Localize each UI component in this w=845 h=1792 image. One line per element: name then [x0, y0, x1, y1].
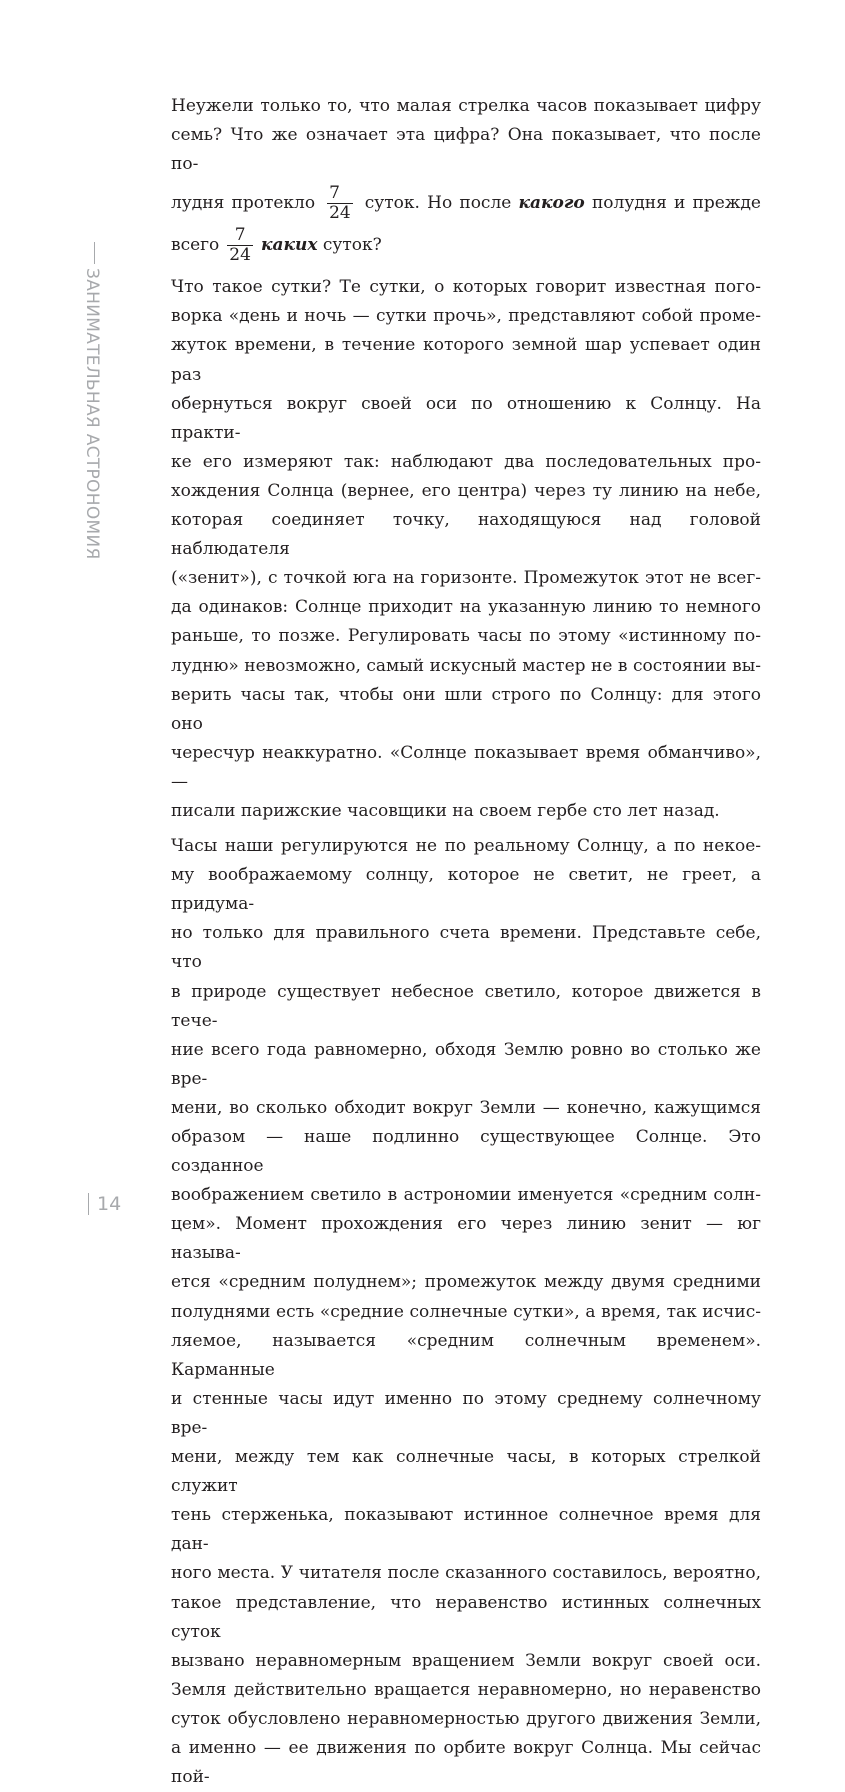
text-line: ляемое, называется «средним солнечным временем». Карманные [171, 1330, 761, 1380]
running-title [82, 228, 102, 566]
text-line: ние всего года равномерно, обходя Землю ровно во столько же вре- [171, 1039, 761, 1089]
page-number-divider [88, 1193, 89, 1215]
fraction-denominator: 24 [329, 203, 351, 224]
running-title-text: ЗАНИМАТЕЛЬНАЯ АСТРОНОМИЯ [82, 268, 102, 560]
fraction [327, 184, 353, 224]
paragraph-1 [171, 92, 761, 267]
emphasis: какого [518, 193, 585, 214]
text-line: ворка «день и ночь — сутки прочь», представляют собой проме- [171, 306, 761, 327]
text-line: да одинаков: Солнце приходит на указанную линию то немного [171, 597, 761, 618]
text-line: Что такое сутки? Те сутки, о которых говорит известная пого- [171, 277, 761, 298]
text-line: му воображаемому солнцу, которое не светит, не греет, а придума- [171, 865, 761, 915]
fraction-numerator: 7 [329, 182, 340, 203]
text-line: мени, во сколько обходит вокруг Земли — конечно, кажущимся [171, 1097, 761, 1118]
text-line: мени, между тем как солнечные часы, в которых стрелкой служит [171, 1447, 761, 1497]
fraction-denominator: 24 [229, 245, 251, 266]
page-number [88, 1193, 121, 1215]
text-line: верить часы так, чтобы они шли строго по Солнцу: для этого оно [171, 684, 761, 734]
text-line: писали парижские часовщики на своем гербе сто лет назад. [171, 800, 720, 821]
emphasis: каких [260, 235, 318, 256]
text-fragment: лудня протекло [171, 193, 316, 214]
text-line: раньше, то позже. Регулировать часы по этому «истинному по- [171, 626, 761, 647]
text-line: полуднями есть «средние солнечные сутки», а время, так исчис- [171, 1301, 761, 1322]
text-line: семь? Что же означает эта цифра? Она показывает, что после по- [171, 125, 761, 175]
text-line: Неужели только то, что малая стрелка часов показывает цифру [171, 96, 761, 116]
text-line: тень стерженька, показывают истинное солнечное время для дан- [171, 1505, 761, 1555]
text-line: которая соединяет точку, находящуюся над головой наблюдателя [171, 510, 761, 560]
text-line: хождения Солнца (вернее, его центра) через ту линию на небе, [171, 480, 761, 501]
text-line: а именно — ее движения по орбите вокруг Солнца. Мы сейчас пой- [171, 1737, 761, 1788]
text-line-with-fraction [171, 179, 761, 227]
text-fragment: полудня и прежде [591, 193, 761, 214]
text-line: образом — наше подлинно существующее Солнце. Это созданное [171, 1127, 761, 1177]
fraction-numerator: 7 [234, 224, 246, 245]
running-title-divider [94, 242, 95, 264]
text-line: Земля действительно вращается неравномерно, но неравенство [171, 1679, 761, 1700]
text-fragment: всего [171, 235, 220, 256]
fraction [227, 226, 253, 266]
text-line: ке его измеряют так: наблюдают два последовательных про- [171, 451, 761, 472]
text-line: ного места. У читателя после сказанного составилось, вероятно, [171, 1563, 761, 1584]
page-number-text: 14 [97, 1193, 122, 1215]
text-line: Часы наши регулируются не по реальному Солнцу, а по некое- [171, 836, 761, 857]
text-line: обернуться вокруг своей оси по отношению к Солнцу. На практи- [171, 393, 761, 443]
paragraph-3 [171, 832, 761, 1792]
text-line-with-fraction [171, 223, 761, 267]
text-line: вызвано неравномерным вращением Земли вокруг своей оси. [171, 1650, 761, 1671]
text-line: лудню» невозможно, самый искусный мастер не в состоянии вы- [171, 655, 761, 676]
page-body [171, 92, 761, 1792]
text-line: чересчур неаккуратно. «Солнце показывает время обманчиво», — [171, 742, 761, 792]
text-line: в природе существует небесное светило, которое движется в тече- [171, 981, 761, 1031]
text-fragment: суток? [322, 235, 382, 256]
text-line: жуток времени, в течение которого земной шар успевает один раз [171, 335, 761, 385]
text-line: такое представление, что неравенство истинных солнечных суток [171, 1592, 761, 1642]
text-line: но только для правильного счета времени. Представьте себе, что [171, 923, 761, 973]
text-line: и стенные часы идут именно по этому среднему солнечному вре- [171, 1388, 761, 1438]
text-line: воображением светило в астрономии именуется «средним солн- [171, 1185, 761, 1206]
text-line: цем». Момент прохождения его через линию зенит — юг называ- [171, 1214, 761, 1264]
text-line: суток обусловлено неравномерностью другого движения Земли, [171, 1708, 761, 1729]
text-line: («зенит»), с точкой юга на горизонте. Промежуток этот не всег- [171, 568, 761, 589]
text-line: ется «средним полуднем»; промежуток между двумя средними [171, 1272, 761, 1293]
paragraph-2 [171, 273, 761, 826]
text-fragment: суток. Но после [364, 193, 512, 214]
